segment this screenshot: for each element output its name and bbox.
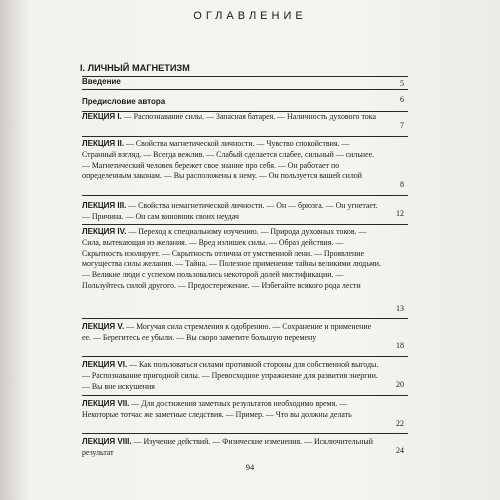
- toc-entry-lead: Введение: [82, 77, 121, 86]
- toc-page-number: 24: [396, 446, 404, 455]
- footer-page-number: 94: [245, 462, 255, 472]
- toc-entry-text: — Свойства магнетической личности. — Чувство спокойствия. — Странный взгляд. — Всегда вежлив. — Слабый сделается слабее, сильный — сильнее. — Магнетический человек бережет свое знание про себя. — Он работает по определенным законам. — Вы расположены к нему. — Он пользуется вашей силой: [82, 139, 375, 181]
- toc-entry-lead: ЛЕКЦИЯ I.: [82, 112, 122, 121]
- toc-page-number: 22: [396, 419, 404, 428]
- toc-entry: [82, 77, 382, 88]
- toc-entry-lead: ЛЕКЦИЯ II.: [82, 139, 125, 148]
- toc-entry-lead: ЛЕКЦИЯ V.: [82, 322, 125, 331]
- toc-entry-lead: ЛЕКЦИЯ VI.: [82, 360, 128, 369]
- toc-entry-text: — Переход к специальному изучению. — Природа духовных токов. — Сила, вытекающая из желания. — Вред излишек силы. — Образ действия. — Скрытность изолирует. — Скрытность отлична от умственной лени. — Проявление могущества силы желания. — Тайна. — Полезное применение тайны великими людьми. — Великие люди с успехом пользовались некоторой долей мистификации. — Пользуйтесь силой другого. — Предостережение. — Избегайте всякого рода лести: [82, 227, 381, 290]
- divider: [82, 89, 408, 90]
- toc-entry: [82, 437, 382, 459]
- divider: [82, 433, 408, 434]
- toc-entry-lead: ЛЕКЦИЯ III.: [82, 201, 127, 210]
- toc-entry-text: — Распознавание силы. — Запасная батарея. — Наличность духового тока: [121, 112, 376, 121]
- toc-entry-lead: ЛЕКЦИЯ IV.: [82, 227, 127, 236]
- toc-page-number: 13: [396, 304, 404, 313]
- toc-page-number: 8: [400, 180, 404, 189]
- toc-entry: [82, 97, 382, 108]
- toc-entry: [82, 227, 382, 292]
- toc-entry-text: — Изучение действий. — Физические изменения. — Исключительный результат: [82, 437, 373, 457]
- toc-entry: [82, 139, 382, 182]
- page-title: ОГЛАВЛЕНИЕ: [193, 10, 307, 22]
- toc-entry-lead: ЛЕКЦИЯ VIII.: [82, 437, 132, 446]
- divider: [82, 395, 408, 396]
- toc-page-number: 7: [400, 121, 404, 130]
- divider: [82, 195, 408, 196]
- toc-page-number: 18: [396, 341, 404, 350]
- toc-entry: [82, 112, 382, 123]
- divider: [82, 136, 408, 137]
- toc-entry: [82, 322, 382, 344]
- section-heading: I. ЛИЧНЫЙ МАГНЕТИЗМ: [80, 63, 190, 73]
- toc-page-number: 20: [396, 380, 404, 389]
- toc-entry: [82, 360, 382, 392]
- toc-entry-text: — Свойства немагнетической личности. — Он — брюзга. — Он угнетает. — Причина. — Он сам виновник своих неудач: [82, 201, 378, 221]
- toc-entry: [82, 399, 382, 421]
- toc-entry: [82, 201, 382, 223]
- toc-entry-lead: Предисловие автора: [82, 97, 166, 106]
- toc-entry-lead: ЛЕКЦИЯ VII.: [82, 399, 130, 408]
- toc-page-number: 12: [396, 209, 404, 218]
- toc-entry-text: — Могучая сила стремления к одобрению. — Сохранение и применение ее. — Берегитесь ее убыли. — Вы скоро заметите большую перемену: [82, 322, 372, 342]
- toc-page-number: 6: [400, 95, 404, 104]
- toc-entry-text: — Для достижения заметных результатов необходимо время. — Некоторые тотчас же заметные следствия. — Пример. — Что вы должны делать: [82, 399, 352, 419]
- toc-entry-text: — Как пользоваться силами противной стороны для собственной выгоды. — Распознавание пригодной силы. — Превосходное упражнение для развития энергии. — Вы вне искушения: [82, 360, 379, 391]
- divider: [82, 318, 408, 319]
- divider: [82, 356, 408, 357]
- divider: [82, 224, 408, 225]
- toc-page-number: 5: [400, 79, 404, 88]
